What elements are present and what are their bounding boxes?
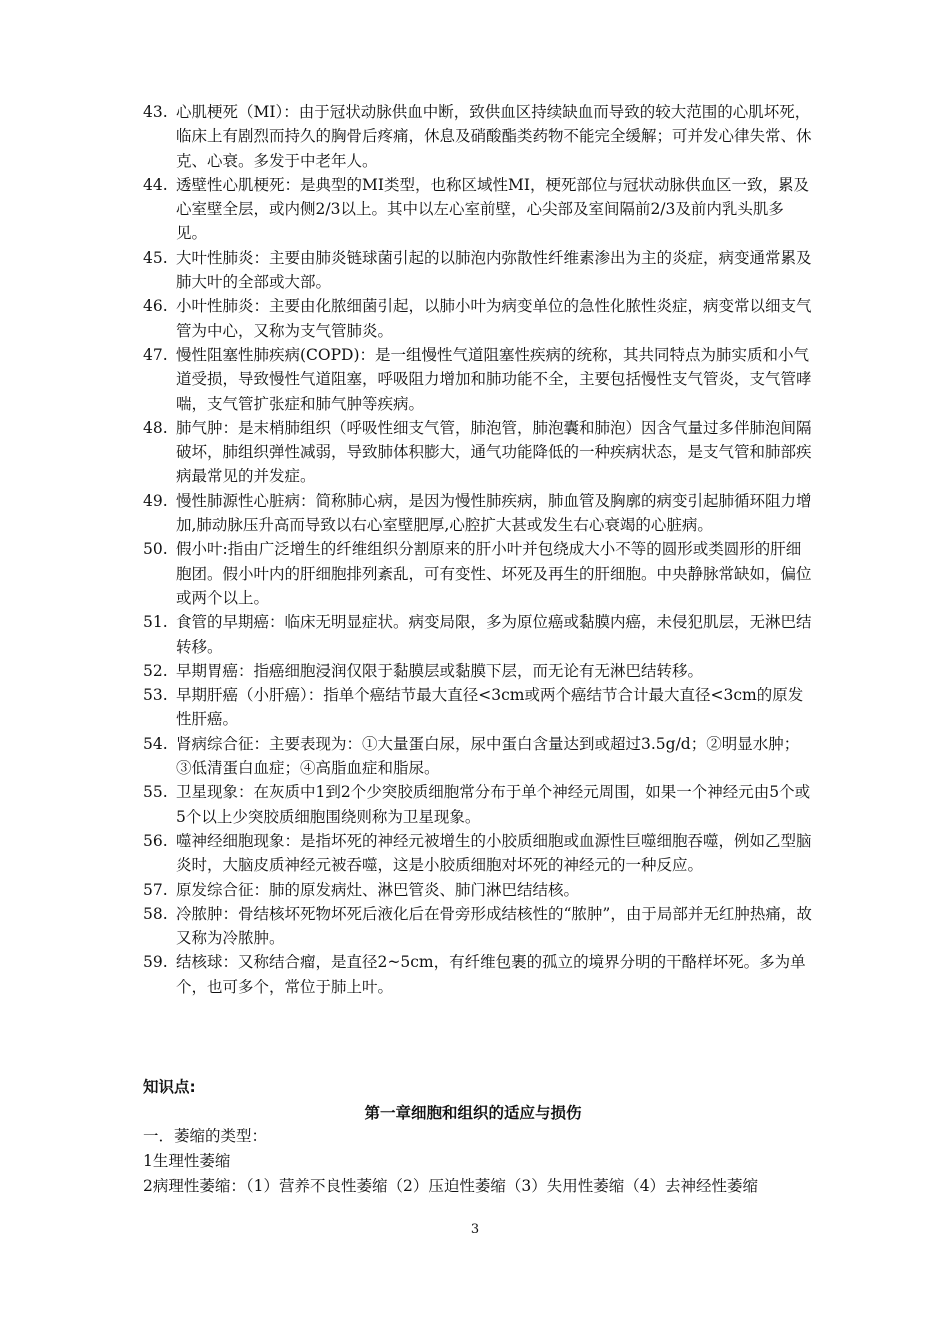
item-number: 54.	[143, 734, 168, 753]
item-text: 肺气肿：是末梢肺组织（呼吸性细支气管，肺泡管，肺泡囊和肺泡）因含气量过多伴肺泡间隔破坏，肺组织弹性减弱，导致肺体积膨大，通气功能降低的一种疾病状态，是支气管和肺部疾病最常见的并发症。	[176, 418, 812, 486]
list-item	[143, 732, 813, 781]
item-text: 早期胃癌：指癌细胞浸润仅限于黏膜层或黏膜下层，而无论有无淋巴结转移。	[176, 661, 704, 680]
item-text: 小叶性肺炎：主要由化脓细菌引起，以肺小叶为病变单位的急性化脓性炎症，病变常以细支气管为中心，又称为支气管肺炎。	[176, 297, 812, 340]
list-item	[143, 683, 813, 732]
list-item	[143, 780, 813, 829]
item-number: 47.	[143, 345, 168, 364]
item-number: 53.	[143, 686, 168, 705]
list-item	[143, 878, 813, 902]
item-number: 45.	[143, 248, 168, 267]
item-number: 43.	[143, 103, 168, 121]
item-number: 59.	[143, 953, 168, 972]
chapter-title: 第一章细胞和组织的适应与损伤	[364, 1104, 582, 1122]
list-item	[143, 246, 813, 295]
text-line: 2病理性萎缩：（1）营养不良性萎缩（2）压迫性萎缩（3）失用性萎缩（4）去神经性萎缩	[143, 1177, 759, 1195]
list-item	[143, 100, 813, 173]
item-text: 原发综合征：肺的原发病灶、淋巴管炎、肺门淋巴结结核。	[176, 880, 580, 899]
list-item	[143, 537, 813, 610]
item-number: 52.	[143, 661, 168, 680]
item-text: 噬神经细胞现象：是指坏死的神经元被增生的小胶质细胞或血源性巨噬细胞吞噬，例如乙型脑炎时，大脑皮质神经元被吞噬，这是小胶质细胞对坏死的神经元的一种反应。	[176, 831, 812, 875]
list-item	[143, 343, 813, 416]
page-number: 3	[470, 1222, 480, 1237]
item-number: 56.	[143, 831, 168, 850]
section-heading: 一．萎缩的类型：	[143, 1127, 268, 1145]
item-text: 大叶性肺炎：主要由肺炎链球菌引起的以肺泡内弥散性纤维素渗出为主的炎症，病变通常累及肺大叶的全部或大部。	[176, 248, 812, 292]
item-text: 冷脓肿：骨结核坏死物坏死后液化后在骨旁形成结核性的“脓肿”，由于局部并无红肿热痛，故又称为冷脓肿。	[176, 904, 812, 948]
item-number: 58.	[143, 904, 168, 923]
list-item	[143, 416, 813, 489]
item-text: 早期肝癌（小肝癌）：指单个癌结节最大直径<3cm或两个癌结节合计最大直径<3cm的原发性肝癌。	[176, 686, 804, 729]
list-item	[143, 659, 813, 683]
list-item	[143, 610, 813, 659]
item-text: 卫星现象：在灰质中1到2个少突胶质细胞常分布于单个神经元周围，如果一个神经元由5个或5个以上少突胶质细胞围绕则称为卫星现象。	[176, 783, 811, 826]
item-number: 46.	[143, 297, 168, 316]
item-number: 48.	[143, 418, 168, 437]
item-text: 假小叶:指由广泛增生的纤维组织分割原来的肝小叶并包绕成大小不等的圆形或类圆形的肝细胞团。假小叶内的肝细胞排列紊乱，可有变性、坏死及再生的肝细胞。中央静脉常缺如，偏位或两个以上。	[176, 540, 812, 607]
text-line: 1生理性萎缩	[143, 1152, 231, 1170]
list-item	[143, 294, 813, 343]
list-item	[143, 950, 813, 999]
item-number: 55.	[143, 783, 168, 802]
item-text: 透壁性心肌梗死：是典型的MI类型，也称区域性MI，梗死部位与冠状动脉供血区一致，累及心室壁全层，或内侧2/3以上。其中以左心室前壁，心尖部及室间隔前2/3及前内乳头肌多见。	[176, 175, 809, 243]
item-text: 结核球：又称结合瘤，是直径2~5cm，有纤维包裹的孤立的境界分明的干酪样坏死。多为单个，也可多个，常位于肺上叶。	[176, 953, 806, 996]
term-list	[143, 100, 813, 999]
knowledge-heading: 知识点:	[143, 1078, 196, 1096]
item-number: 49.	[143, 491, 168, 510]
item-text: 食管的早期癌：临床无明显症状。病变局限，多为原位癌或黏膜内癌，未侵犯肌层，无淋巴结转移。	[176, 613, 812, 656]
item-text: 心肌梗死（MI）：由于冠状动脉供血中断，致供血区持续缺血而导致的较大范围的心肌坏死，临床上有剧烈而持久的胸骨后疼痛，休息及硝酸酯类药物不能完全缓解；可并发心律失常、休克、心衰。多发于中老年人。	[176, 103, 812, 170]
list-item	[143, 829, 813, 878]
item-text: 慢性肺源性心脏病：简称肺心病，是因为慢性肺疾病，肺血管及胸廓的病变引起肺循环阻力增加,肺动脉压升高而导致以右心室壁肥厚,心腔扩大甚或发生右心衰竭的心脏病。	[176, 491, 812, 535]
item-number: 50.	[143, 540, 168, 559]
list-item	[143, 173, 813, 246]
item-number: 44.	[143, 175, 168, 194]
item-number: 51.	[143, 613, 168, 632]
list-item	[143, 902, 813, 951]
list-item	[143, 489, 813, 538]
item-text: 肾病综合征：主要表现为：①大量蛋白尿，尿中蛋白含量达到或超过3.5g/d；②明显水肿；③低清蛋白血症；④高脂血症和脂尿。	[176, 734, 800, 778]
item-text: 慢性阻塞性肺疾病(COPD)：是一组慢性气道阻塞性疾病的统称，其共同特点为肺实质和小气道受损，导致慢性气道阻塞，呼吸阻力增加和肺功能不全，主要包括慢性支气管炎，支气管哮喘，支气管扩张症和肺气肿等疾病。	[176, 345, 812, 413]
item-number: 57.	[143, 880, 168, 899]
